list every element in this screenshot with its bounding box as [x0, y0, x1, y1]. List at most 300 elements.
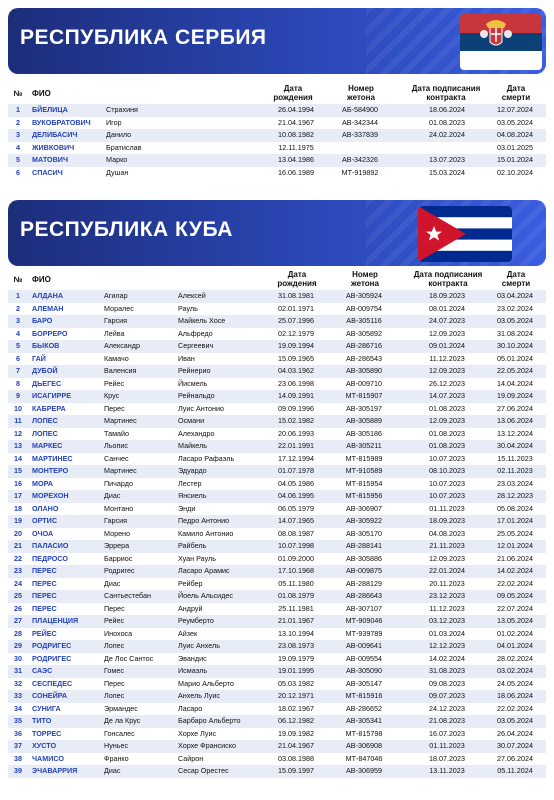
birth-date: 13.04.1986 — [278, 155, 314, 164]
token-number: АВ-286543 — [346, 353, 382, 363]
contract-date: 12.12.2023 — [429, 641, 465, 650]
header-contract: Дата подписания контракта — [411, 84, 481, 102]
token-number: МТ-815916 — [345, 691, 383, 700]
table-row — [8, 415, 546, 428]
death-date: 12.01.2024 — [497, 541, 533, 550]
surname: МАТОВИЧ — [32, 155, 69, 164]
given-name: Педро Антонио — [178, 516, 230, 525]
surname: РЕЙЕС — [32, 628, 57, 638]
birth-date: 03.08.1988 — [278, 753, 314, 763]
row-number: 28 — [14, 628, 22, 638]
surname: РОДРИГЕС — [32, 641, 72, 650]
given-name: Рауль — [178, 303, 198, 313]
given-name: Рейнерио — [178, 366, 211, 375]
death-date: 12.07.2024 — [497, 105, 533, 114]
row-number: 9 — [16, 391, 20, 400]
token-number: АВ-305890 — [346, 366, 382, 375]
paternal-surname: Моралес — [104, 303, 134, 313]
contract-date: 15.03.2024 — [429, 167, 465, 177]
serbia-table — [8, 104, 546, 179]
token-number: МТ-815907 — [345, 391, 383, 400]
cuba-flag-icon — [418, 206, 512, 262]
token-number: АВ-305211 — [346, 441, 382, 450]
token-number: АВ-337839 — [342, 130, 378, 139]
row-number: 31 — [14, 666, 22, 675]
contract-date: 23.12.2023 — [429, 591, 465, 600]
surname: ГАЙ — [32, 353, 46, 363]
contract-date: 12.09.2023 — [429, 366, 465, 375]
birth-date: 17.10.1968 — [278, 566, 314, 575]
table-row — [8, 678, 546, 691]
birth-date: 15.09.1965 — [278, 353, 314, 363]
death-date: 13.05.2024 — [497, 616, 533, 625]
surname: ЧАМИСО — [32, 753, 64, 763]
given-name: Майкель Хосе — [178, 316, 226, 325]
table-row — [8, 478, 546, 491]
row-number: 17 — [14, 491, 22, 500]
row-number: 21 — [14, 541, 22, 550]
given-name: Данило — [106, 130, 132, 139]
surname: СУНИГА — [32, 703, 61, 713]
contract-date: 20.11.2023 — [429, 578, 465, 588]
given-name: Исмаэль — [178, 666, 208, 675]
birth-date: 15.02.1982 — [278, 416, 314, 425]
given-name: Страхиня — [106, 105, 138, 114]
surname: САЭС — [32, 666, 53, 675]
given-name: Йисмель — [178, 378, 208, 388]
paternal-surname: Мартинес — [104, 416, 137, 425]
token-number: АВ-342344 — [342, 117, 378, 127]
table-row — [8, 154, 546, 167]
surname: БОРРЕРО — [32, 328, 68, 338]
death-date: 22.02.2024 — [497, 703, 533, 713]
table-row — [8, 740, 546, 753]
given-name: Энди — [178, 503, 196, 513]
birth-date: 04.03.1962 — [278, 366, 314, 375]
row-number: 18 — [14, 503, 22, 513]
row-number: 29 — [14, 641, 22, 650]
row-number: 14 — [14, 453, 22, 463]
birth-date: 31.08.1981 — [278, 291, 314, 300]
header-token: Номер жетона — [347, 84, 375, 102]
header-num: № — [13, 275, 23, 284]
birth-date: 10.08.1982 — [278, 130, 314, 139]
row-number: 15 — [14, 466, 22, 475]
death-date: 15.01.2024 — [497, 155, 533, 164]
token-number: АВ-288129 — [346, 578, 382, 588]
contract-date: 01.11.2023 — [429, 503, 465, 513]
birth-date: 19.09.1979 — [278, 653, 314, 663]
row-number: 25 — [14, 591, 22, 600]
surname: МАРТИНЕС — [32, 453, 73, 463]
row-number: 22 — [14, 553, 22, 563]
contract-date: 11.12.2023 — [429, 353, 465, 363]
surname: ДЕЛИБАСИЧ — [32, 130, 78, 139]
death-date: 24.05.2024 — [497, 678, 533, 688]
contract-date: 18.09.2023 — [429, 291, 465, 300]
death-date: 26.04.2024 — [497, 728, 533, 738]
given-name: Хорхе Луис — [178, 728, 217, 738]
row-number: 38 — [14, 753, 22, 763]
contract-date: 04.08.2023 — [429, 528, 465, 538]
surname: МОРЕХОН — [32, 491, 69, 500]
contract-date: 12.09.2023 — [429, 416, 465, 425]
token-number: АВ-288141 — [346, 541, 382, 550]
surname: ПЕРЕС — [32, 578, 57, 588]
paternal-surname: Барриос — [104, 553, 133, 563]
death-date: 17.01.2024 — [497, 516, 533, 525]
given-name: Братислав — [106, 142, 142, 152]
surname: ЖИВКОВИЧ — [32, 142, 75, 152]
row-number: 2 — [16, 117, 20, 127]
row-number: 6 — [16, 167, 20, 177]
table-row — [8, 315, 546, 328]
surname: БАРО — [32, 316, 53, 325]
death-date: 18.06.2024 — [497, 691, 533, 700]
birth-date: 14.09.1991 — [278, 391, 314, 400]
table-row — [8, 653, 546, 666]
death-date: 27.06.2024 — [497, 403, 533, 413]
row-number: 35 — [14, 716, 22, 725]
paternal-surname: Крус — [104, 391, 120, 400]
paternal-surname: Эррера — [104, 541, 130, 550]
paternal-surname: Рейес — [104, 378, 125, 388]
paternal-surname: Франко — [104, 753, 129, 763]
birth-date: 20.06.1993 — [278, 428, 314, 438]
birth-date: 16.06.1989 — [278, 167, 314, 177]
row-number: 27 — [14, 616, 22, 625]
death-date: 01.02.2024 — [497, 628, 533, 638]
given-name: Алехандро — [178, 428, 215, 438]
header-fio: ФИО — [32, 89, 51, 98]
death-date: 05.08.2024 — [497, 503, 533, 513]
contract-date: 01.08.2023 — [429, 117, 465, 127]
surname: ЭЧАВАРРИЯ — [32, 766, 78, 775]
row-number: 19 — [14, 516, 22, 525]
table-row — [8, 628, 546, 641]
contract-date: 11.12.2023 — [429, 603, 465, 613]
table-row — [8, 615, 546, 628]
paternal-surname: Санчес — [104, 453, 129, 463]
surname: ПЕРЕС — [32, 591, 57, 600]
token-number: АВ-305197 — [346, 403, 382, 413]
token-number: МТ-815798 — [345, 728, 383, 738]
token-number: МТ-919892 — [341, 167, 379, 177]
death-date: 21.06.2024 — [497, 553, 533, 563]
token-number: АВ-305186 — [346, 428, 382, 438]
given-name: Барбаро Альберто — [178, 716, 241, 725]
death-date: 05.01.2024 — [497, 353, 533, 363]
paternal-surname: Гомес — [104, 666, 124, 675]
table-row — [8, 728, 546, 741]
paternal-surname: Рейес — [104, 616, 125, 625]
row-number: 30 — [14, 653, 22, 663]
contract-date: 16.07.2023 — [429, 728, 465, 738]
death-date: 09.05.2024 — [497, 591, 533, 600]
given-name: Сайрон — [178, 753, 204, 763]
row-number: 3 — [16, 130, 20, 139]
death-date: 03.02.2024 — [497, 666, 533, 675]
birth-date: 05.11.1980 — [278, 578, 314, 588]
birth-date: 14.07.1965 — [278, 516, 314, 525]
header-dob: Дата рождения — [277, 270, 317, 288]
token-number: АВ-305090 — [346, 666, 382, 675]
death-date: 23.02.2024 — [497, 303, 533, 313]
table-row — [8, 665, 546, 678]
table-row — [8, 553, 546, 566]
given-name: Реумберто — [178, 616, 214, 625]
birth-date: 25.07.1996 — [278, 316, 314, 325]
death-date: 14.02.2024 — [497, 566, 533, 575]
surname: ОРТИС — [32, 516, 58, 525]
surname: РОДРИГЕС — [32, 653, 72, 663]
given-name: Майкель — [178, 441, 208, 450]
token-number: АВ-307107 — [346, 603, 382, 613]
row-number: 5 — [16, 155, 20, 164]
given-name: Марио Альберто — [178, 678, 234, 688]
contract-date: 10.07.2023 — [429, 478, 465, 488]
birth-date: 01.08.1979 — [278, 591, 314, 600]
surname: ТОРРЕС — [32, 728, 62, 738]
death-date: 03.05.2024 — [497, 316, 533, 325]
cuba-title: РЕСПУБЛИКА КУБА — [20, 218, 233, 241]
contract-date: 24.12.2023 — [429, 703, 465, 713]
token-number: АВ-305147 — [346, 678, 382, 688]
table-row — [8, 365, 546, 378]
table-row — [8, 590, 546, 603]
birth-date: 13.10.1994 — [278, 628, 314, 638]
death-date: 14.04.2024 — [497, 378, 533, 388]
birth-date: 21.04.1967 — [278, 117, 314, 127]
death-date: 19.09.2024 — [497, 391, 533, 400]
token-number: АВ-305341 — [346, 716, 382, 725]
given-name: Хуан Рауль — [178, 553, 216, 563]
table-row — [8, 403, 546, 416]
death-date: 25.05.2024 — [497, 528, 533, 538]
death-date: 13.12.2024 — [497, 428, 533, 438]
surname: СПАСИЧ — [32, 167, 63, 177]
paternal-surname: Сантьестебан — [104, 591, 151, 600]
contract-date: 24.07.2023 — [429, 316, 465, 325]
surname: СЕСПЕДЕС — [32, 678, 73, 688]
row-number: 8 — [16, 378, 20, 388]
paternal-surname: Льопис — [104, 441, 128, 450]
token-number: МТ-815989 — [345, 453, 383, 463]
row-number: 36 — [14, 728, 22, 738]
row-number: 37 — [14, 741, 22, 750]
token-number: АВ-305889 — [346, 416, 382, 425]
table-row — [8, 603, 546, 616]
contract-date: 08.01.2024 — [429, 303, 465, 313]
birth-date: 02.12.1979 — [278, 328, 314, 338]
death-date: 02.10.2024 — [497, 167, 533, 177]
birth-date: 06.12.1982 — [278, 716, 314, 725]
row-number: 7 — [16, 366, 20, 375]
surname: МОРА — [32, 478, 53, 488]
surname: ПЕРЕС — [32, 566, 57, 575]
death-date: 22.05.2024 — [497, 366, 533, 375]
contract-date: 22.01.2024 — [429, 566, 465, 575]
table-row — [8, 340, 546, 353]
paternal-surname: Де ла Крус — [104, 716, 141, 725]
token-number: АВ-305924 — [346, 291, 382, 300]
row-number: 32 — [14, 678, 22, 688]
paternal-surname: Монтано — [104, 503, 134, 513]
paternal-surname: Лопес — [104, 641, 125, 650]
contract-date: 18.06.2024 — [429, 105, 465, 114]
birth-date: 15.09.1997 — [278, 766, 314, 775]
token-number: АБ-584900 — [342, 105, 378, 114]
contract-date: 13.07.2023 — [429, 155, 465, 164]
surname: ОЧОА — [32, 528, 54, 538]
given-name: Эдуардо — [178, 466, 207, 475]
contract-date: 13.11.2023 — [429, 766, 465, 775]
birth-date: 01.07.1978 — [278, 466, 314, 475]
birth-date: 04.06.1995 — [278, 491, 314, 500]
given-name: Андруй — [178, 603, 203, 613]
given-name: Эвандис — [178, 653, 207, 663]
surname: ИСАГИРРЕ — [32, 391, 71, 400]
surname: ВУКОБРАТОВИЧ — [32, 117, 91, 127]
given-name: Луис Антонио — [178, 403, 224, 413]
death-date: 04.01.2024 — [497, 641, 533, 650]
given-name: Айзек — [178, 628, 198, 638]
table-row — [8, 515, 546, 528]
given-name: Сергеевич — [178, 341, 214, 350]
paternal-surname: Александр — [104, 341, 140, 350]
table-row — [8, 690, 546, 703]
surname: БЙЕЛИЦА — [32, 105, 68, 114]
token-number: АВ-342326 — [342, 155, 378, 164]
death-date: 28.02.2024 — [497, 653, 533, 663]
paternal-surname: Лопес — [104, 691, 125, 700]
contract-date: 09.08.2023 — [429, 678, 465, 688]
row-number: 26 — [14, 603, 22, 613]
paternal-surname: Перес — [104, 403, 125, 413]
serbia-table-header — [8, 84, 546, 104]
token-number: АВ-305886 — [346, 553, 382, 563]
given-name: Сесар Орестес — [178, 766, 229, 775]
header-token: Номер жетона — [351, 270, 379, 288]
row-number: 39 — [14, 766, 22, 775]
token-number: АВ-009710 — [346, 378, 382, 388]
given-name: Альфредо — [178, 328, 213, 338]
birth-date: 20.12.1971 — [278, 691, 314, 700]
contract-date: 01.08.2023 — [429, 441, 465, 450]
birth-date: 23.06.1998 — [278, 378, 314, 388]
token-number: АВ-009641 — [346, 641, 382, 650]
paternal-surname: Валенсия — [104, 366, 137, 375]
death-date: 15.11.2023 — [497, 453, 533, 463]
contract-date: 10.07.2023 — [429, 453, 465, 463]
token-number: АВ-305922 — [346, 516, 382, 525]
given-name: Игор — [106, 117, 122, 127]
birth-date: 10.07.1998 — [278, 541, 314, 550]
row-number: 4 — [16, 328, 20, 338]
table-row — [8, 703, 546, 716]
given-name: Рейбер — [178, 578, 203, 588]
death-date: 30.10.2024 — [497, 341, 533, 350]
contract-date: 01.11.2023 — [429, 741, 465, 750]
birth-date: 18.02.1967 — [278, 703, 314, 713]
row-number: 34 — [14, 703, 22, 713]
token-number: МТ-815954 — [345, 478, 383, 488]
table-row — [8, 640, 546, 653]
header-fio: ФИО — [32, 275, 51, 284]
header-dob: Дата рождения — [273, 84, 313, 102]
token-number: МТ-815956 — [345, 491, 383, 500]
row-number: 2 — [16, 303, 20, 313]
paternal-surname: Эрмандес — [104, 703, 138, 713]
surname: ЛОПЕС — [32, 416, 58, 425]
surname: АЛЕМАН — [32, 303, 64, 313]
cuba-table-header — [8, 270, 546, 290]
birth-date: 21.04.1967 — [278, 741, 314, 750]
given-name: Хорхе Франсиско — [178, 741, 236, 750]
contract-date: 14.02.2024 — [429, 653, 465, 663]
surname: ПЕРЕС — [32, 603, 57, 613]
paternal-surname: Пичардо — [104, 478, 133, 488]
contract-date: 24.02.2024 — [429, 130, 465, 139]
paternal-surname: Нуньес — [104, 741, 129, 750]
birth-date: 04.05.1986 — [278, 478, 314, 488]
given-name: Янсиель — [178, 491, 207, 500]
birth-date: 26.04.1994 — [278, 105, 314, 114]
contract-date: 26.12.2023 — [429, 378, 465, 388]
row-number: 11 — [14, 416, 22, 425]
birth-date: 09.09.1996 — [278, 403, 314, 413]
surname: МАРКЕС — [32, 441, 63, 450]
paternal-surname: Перес — [104, 603, 125, 613]
death-date: 31.08.2024 — [497, 328, 533, 338]
death-date: 30.04.2024 — [497, 441, 533, 450]
surname: ПЛАЦЕНЦИЯ — [32, 616, 79, 625]
token-number: АВ-306959 — [346, 766, 382, 775]
table-row — [8, 104, 546, 117]
birth-date: 06.05.1979 — [278, 503, 314, 513]
row-number: 20 — [14, 528, 22, 538]
contract-date: 01.08.2023 — [429, 428, 465, 438]
contract-date: 01.03.2024 — [429, 628, 465, 638]
given-name: Йоель Альсидес — [178, 591, 233, 600]
death-date: 05.11.2024 — [497, 766, 533, 775]
death-date: 02.11.2023 — [497, 466, 533, 475]
birth-date: 05.03.1982 — [278, 678, 314, 688]
contract-date: 21.08.2023 — [429, 716, 465, 725]
given-name: Ласаро Арамис — [178, 566, 230, 575]
birth-date: 02.01.1971 — [278, 303, 314, 313]
token-number: АВ-286652 — [346, 703, 382, 713]
contract-date: 09.07.2023 — [429, 691, 465, 700]
row-number: 5 — [16, 341, 20, 350]
given-name: Луис Анхель — [178, 641, 220, 650]
birth-date: 25.11.1981 — [278, 603, 314, 613]
death-date: 22.07.2024 — [497, 603, 533, 613]
death-date: 13.06.2024 — [497, 416, 533, 425]
birth-date: 23.08.1973 — [278, 641, 314, 650]
table-row — [8, 753, 546, 766]
header-dod: Дата смерти — [501, 84, 531, 102]
row-number: 12 — [14, 428, 22, 438]
surname: КАБРЕРА — [32, 403, 66, 413]
token-number: АВ-286643 — [346, 591, 382, 600]
token-number: АВ-009554 — [346, 653, 382, 663]
token-number: МТ-939789 — [345, 628, 383, 638]
surname: ОЛАНО — [32, 503, 59, 513]
paternal-surname: Лейва — [104, 328, 125, 338]
given-name: Лестер — [178, 478, 202, 488]
given-name: Рейнальдо — [178, 391, 215, 400]
